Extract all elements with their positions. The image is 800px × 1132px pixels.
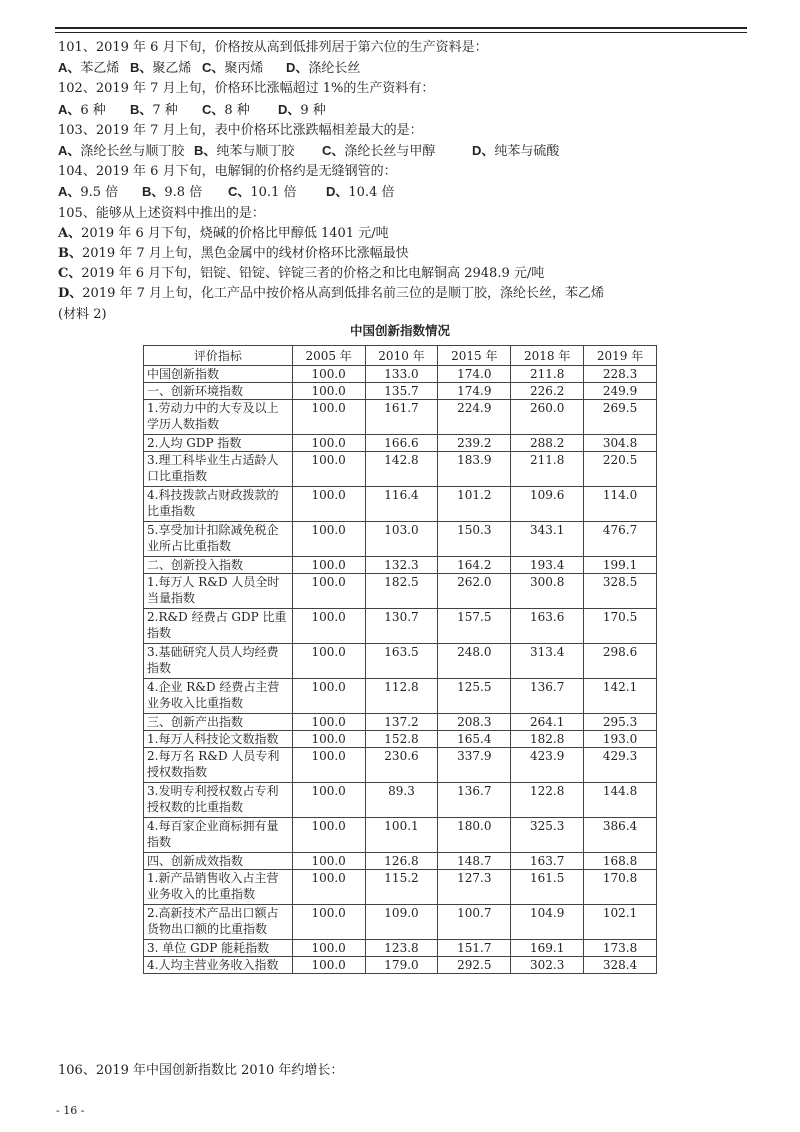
value-cell: 166.6 xyxy=(365,435,438,452)
table-row xyxy=(144,574,657,609)
question-104-stem: 104、2019 年 6 月下旬，电解铜的价格约是无缝钢管的： xyxy=(58,164,397,180)
table-row xyxy=(144,905,657,940)
table-row xyxy=(144,366,657,383)
innovation-index-table xyxy=(143,345,657,974)
value-cell: 100.0 xyxy=(292,452,365,487)
row-label: 一、创新环境指数 xyxy=(144,383,293,400)
question-105-stem: 105、能够从上述资料中推出的是： xyxy=(58,205,265,221)
question-105-option-c: C、2019 年 6 月下旬，铝锭、铅锭、锌锭三者的价格之和比电解铜高 2948.9 元/吨 xyxy=(58,266,545,282)
question-101-options xyxy=(58,58,758,79)
value-cell: 100.1 xyxy=(365,818,438,853)
value-cell: 179.0 xyxy=(365,957,438,974)
value-cell: 112.8 xyxy=(365,679,438,714)
value-cell: 148.7 xyxy=(438,853,511,870)
value-cell: 100.0 xyxy=(292,400,365,435)
value-cell: 163.6 xyxy=(511,609,584,644)
value-cell: 100.0 xyxy=(292,557,365,574)
value-cell: 137.2 xyxy=(365,714,438,731)
value-cell: 100.0 xyxy=(292,957,365,974)
value-cell: 170.8 xyxy=(584,870,657,905)
question-101-stem: 101、2019 年 6 月下旬，价格按从高到低排列居于第六位的生产资料是： xyxy=(58,40,488,55)
value-cell: 248.0 xyxy=(438,644,511,679)
value-cell: 423.9 xyxy=(511,748,584,783)
option-d: D、9 种 xyxy=(278,101,326,118)
value-cell: 168.8 xyxy=(584,853,657,870)
value-cell: 208.3 xyxy=(438,714,511,731)
page-number: - 16 - xyxy=(56,1104,85,1117)
value-cell: 133.0 xyxy=(365,366,438,383)
table-row xyxy=(144,853,657,870)
table-row xyxy=(144,679,657,714)
value-cell: 109.0 xyxy=(365,905,438,940)
value-cell: 115.2 xyxy=(365,870,438,905)
value-cell: 135.7 xyxy=(365,383,438,400)
table-row xyxy=(144,400,657,435)
row-label: 四、创新成效指数 xyxy=(144,853,293,870)
value-cell: 136.7 xyxy=(511,679,584,714)
table-row xyxy=(144,783,657,818)
value-cell: 142.1 xyxy=(584,679,657,714)
value-cell: 161.5 xyxy=(511,870,584,905)
value-cell: 183.9 xyxy=(438,452,511,487)
value-cell: 224.9 xyxy=(438,400,511,435)
header-cell: 2018 年 xyxy=(511,346,584,366)
header-rule-thin xyxy=(55,32,747,33)
option-c: C、涤纶长丝与甲醇 xyxy=(322,143,436,160)
value-cell: 302.3 xyxy=(511,957,584,974)
value-cell: 100.0 xyxy=(292,679,365,714)
value-cell: 100.0 xyxy=(292,383,365,400)
value-cell: 239.2 xyxy=(438,435,511,452)
value-cell: 180.0 xyxy=(438,818,511,853)
header-cell: 2019 年 xyxy=(584,346,657,366)
value-cell: 182.5 xyxy=(365,574,438,609)
value-cell: 100.0 xyxy=(292,366,365,383)
value-cell: 295.3 xyxy=(584,714,657,731)
value-cell: 163.5 xyxy=(365,644,438,679)
value-cell: 152.8 xyxy=(365,731,438,748)
value-cell: 126.8 xyxy=(365,853,438,870)
value-cell: 100.0 xyxy=(292,435,365,452)
value-cell: 100.0 xyxy=(292,940,365,957)
row-label: 4.企业 R&D 经费占主营业务收入比重指数 xyxy=(144,679,293,714)
value-cell: 125.5 xyxy=(438,679,511,714)
table-row xyxy=(144,557,657,574)
option-a: A、9.5 倍 xyxy=(58,184,119,201)
option-d: D、10.4 倍 xyxy=(326,184,395,201)
question-block xyxy=(58,38,758,325)
value-cell: 328.5 xyxy=(584,574,657,609)
value-cell: 174.0 xyxy=(438,366,511,383)
value-cell: 173.8 xyxy=(584,940,657,957)
row-label: 3.理工科毕业生占适龄人口比重指数 xyxy=(144,452,293,487)
value-cell: 100.0 xyxy=(292,748,365,783)
value-cell: 193.0 xyxy=(584,731,657,748)
option-b: B、7 种 xyxy=(130,101,178,118)
header-cell: 2010 年 xyxy=(365,346,438,366)
value-cell: 100.0 xyxy=(292,574,365,609)
row-label: 4.科技拨款占财政拨款的比重指数 xyxy=(144,487,293,522)
row-label: 三、创新产出指数 xyxy=(144,714,293,731)
value-cell: 151.7 xyxy=(438,940,511,957)
option-b: B、9.8 倍 xyxy=(142,184,203,201)
option-c: C、8 种 xyxy=(202,101,250,118)
value-cell: 109.6 xyxy=(511,487,584,522)
table-row xyxy=(144,383,657,400)
value-cell: 386.4 xyxy=(584,818,657,853)
value-cell: 150.3 xyxy=(438,522,511,557)
table-body xyxy=(144,366,657,974)
value-cell: 165.4 xyxy=(438,731,511,748)
option-b: B、纯苯与顺丁胶 xyxy=(194,143,295,160)
value-cell: 193.4 xyxy=(511,557,584,574)
header-cell: 2005 年 xyxy=(292,346,365,366)
value-cell: 100.0 xyxy=(292,905,365,940)
table-row xyxy=(144,748,657,783)
value-cell: 228.3 xyxy=(584,366,657,383)
value-cell: 325.3 xyxy=(511,818,584,853)
question-103-options xyxy=(58,141,758,162)
value-cell: 100.0 xyxy=(292,487,365,522)
row-label: 2.每万名 R&D 人员专利授权数指数 xyxy=(144,748,293,783)
value-cell: 174.9 xyxy=(438,383,511,400)
value-cell: 122.8 xyxy=(511,783,584,818)
question-106-stem: 106、2019 年中国创新指数比 2010 年约增长： xyxy=(58,1063,344,1078)
table-row xyxy=(144,731,657,748)
value-cell: 89.3 xyxy=(365,783,438,818)
value-cell: 100.0 xyxy=(292,714,365,731)
value-cell: 337.9 xyxy=(438,748,511,783)
table-row xyxy=(144,609,657,644)
value-cell: 226.2 xyxy=(511,383,584,400)
value-cell: 429.3 xyxy=(584,748,657,783)
value-cell: 343.1 xyxy=(511,522,584,557)
row-label: 1.每万人 R&D 人员全时当量指数 xyxy=(144,574,293,609)
row-label: 1.新产品销售收入占主营业务收入的比重指数 xyxy=(144,870,293,905)
header-cell: 2015 年 xyxy=(438,346,511,366)
value-cell: 100.0 xyxy=(292,853,365,870)
value-cell: 100.0 xyxy=(292,783,365,818)
value-cell: 211.8 xyxy=(511,366,584,383)
row-label: 3.基础研究人员人均经费指数 xyxy=(144,644,293,679)
question-103-stem: 103、2019 年 7 月上旬，表中价格环比涨跌幅相差最大的是： xyxy=(58,122,423,138)
value-cell: 102.1 xyxy=(584,905,657,940)
value-cell: 292.5 xyxy=(438,957,511,974)
value-cell: 100.0 xyxy=(292,522,365,557)
value-cell: 130.7 xyxy=(365,609,438,644)
row-label: 4.人均主营业务收入指数 xyxy=(144,957,293,974)
row-label: 2.高新技术产品出口额占货物出口额的比重指数 xyxy=(144,905,293,940)
table-row xyxy=(144,522,657,557)
value-cell: 288.2 xyxy=(511,435,584,452)
option-a: A、6 种 xyxy=(58,101,106,118)
table-row xyxy=(144,644,657,679)
row-label: 二、创新投入指数 xyxy=(144,557,293,574)
value-cell: 103.0 xyxy=(365,522,438,557)
question-102-options xyxy=(58,100,758,121)
option-a: A、苯乙烯 xyxy=(58,60,120,77)
value-cell: 127.3 xyxy=(438,870,511,905)
table-title: 中国创新指数情况 xyxy=(349,323,450,338)
value-cell: 298.6 xyxy=(584,644,657,679)
value-cell: 123.8 xyxy=(365,940,438,957)
value-cell: 211.8 xyxy=(511,452,584,487)
question-105-option-d: D、2019 年 7 月上旬，化工产品中按价格从高到低排名前三位的是顺丁胶，涤纶长丝，苯乙烯 xyxy=(58,286,605,302)
option-d: D、涤纶长丝 xyxy=(286,60,361,77)
value-cell: 136.7 xyxy=(438,783,511,818)
header-cell: 评价指标 xyxy=(144,346,293,366)
value-cell: 100.0 xyxy=(292,731,365,748)
value-cell: 328.4 xyxy=(584,957,657,974)
table-row xyxy=(144,818,657,853)
question-104-options xyxy=(58,182,758,203)
value-cell: 100.0 xyxy=(292,870,365,905)
value-cell: 476.7 xyxy=(584,522,657,557)
option-b: B、聚乙烯 xyxy=(130,60,192,77)
value-cell: 157.5 xyxy=(438,609,511,644)
value-cell: 199.1 xyxy=(584,557,657,574)
value-cell: 164.2 xyxy=(438,557,511,574)
value-cell: 230.6 xyxy=(365,748,438,783)
option-d: D、纯苯与硫酸 xyxy=(472,143,560,160)
option-c: C、10.1 倍 xyxy=(228,184,297,201)
table-row xyxy=(144,714,657,731)
table-row xyxy=(144,957,657,974)
value-cell: 313.4 xyxy=(511,644,584,679)
option-c: C、聚丙烯 xyxy=(202,60,264,77)
value-cell: 304.8 xyxy=(584,435,657,452)
value-cell: 269.5 xyxy=(584,400,657,435)
row-label: 1.劳动力中的大专及以上学历人数指数 xyxy=(144,400,293,435)
row-label: 3. 单位 GDP 能耗指数 xyxy=(144,940,293,957)
value-cell: 100.7 xyxy=(438,905,511,940)
value-cell: 100.0 xyxy=(292,609,365,644)
value-cell: 300.8 xyxy=(511,574,584,609)
value-cell: 170.5 xyxy=(584,609,657,644)
value-cell: 182.8 xyxy=(511,731,584,748)
value-cell: 161.7 xyxy=(365,400,438,435)
table-row xyxy=(144,870,657,905)
material-label: (材料 2) xyxy=(58,306,107,322)
value-cell: 264.1 xyxy=(511,714,584,731)
question-105-option-b: B、2019 年 7 月上旬，黑色金属中的线材价格环比涨幅最快 xyxy=(58,246,409,262)
row-label: 3.发明专利授权数占专利授权数的比重指数 xyxy=(144,783,293,818)
value-cell: 169.1 xyxy=(511,940,584,957)
question-105-option-a: A、2019 年 6 月下旬，烧碱的价格比甲醇低 1401 元/吨 xyxy=(58,225,389,241)
value-cell: 132.3 xyxy=(365,557,438,574)
question-102-stem: 102、2019 年 7 月上旬，价格环比涨幅超过 1%的生产资料有： xyxy=(58,81,435,97)
value-cell: 100.0 xyxy=(292,818,365,853)
value-cell: 262.0 xyxy=(438,574,511,609)
row-label: 2.R&D 经费占 GDP 比重指数 xyxy=(144,609,293,644)
value-cell: 100.0 xyxy=(292,644,365,679)
row-label: 中国创新指数 xyxy=(144,366,293,383)
value-cell: 101.2 xyxy=(438,487,511,522)
row-label: 5.享受加计扣除减免税企业所占比重指数 xyxy=(144,522,293,557)
table-row xyxy=(144,435,657,452)
value-cell: 144.8 xyxy=(584,783,657,818)
table-row xyxy=(144,452,657,487)
value-cell: 142.8 xyxy=(365,452,438,487)
value-cell: 260.0 xyxy=(511,400,584,435)
value-cell: 116.4 xyxy=(365,487,438,522)
value-cell: 114.0 xyxy=(584,487,657,522)
value-cell: 163.7 xyxy=(511,853,584,870)
row-label: 4.每百家企业商标拥有量指数 xyxy=(144,818,293,853)
value-cell: 104.9 xyxy=(511,905,584,940)
table-header-row xyxy=(144,346,657,366)
table-row xyxy=(144,487,657,522)
value-cell: 249.9 xyxy=(584,383,657,400)
row-label: 1.每万人科技论文数指数 xyxy=(144,731,293,748)
value-cell: 220.5 xyxy=(584,452,657,487)
option-a: A、涤纶长丝与顺丁胶 xyxy=(58,143,185,160)
header-rule-thick xyxy=(55,27,747,29)
row-label: 2.人均 GDP 指数 xyxy=(144,435,293,452)
table-row xyxy=(144,940,657,957)
